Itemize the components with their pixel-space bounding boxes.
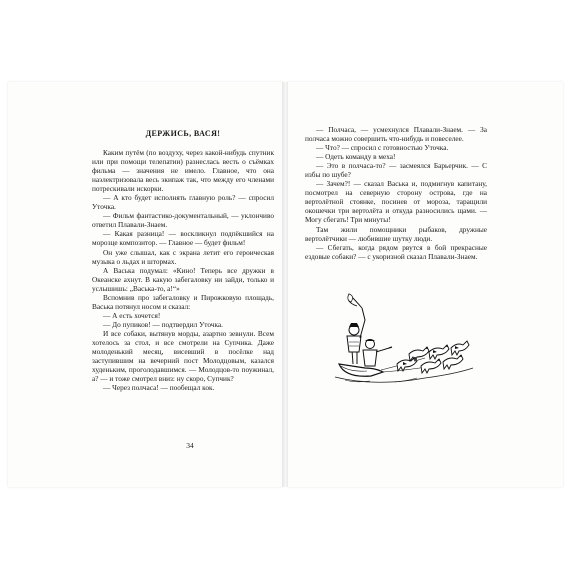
- right-page-text: [305, 125, 487, 261]
- paragraph: — До пупиков! — подтвердил Уточка.: [103, 319, 223, 329]
- book-gutter: [282, 82, 288, 487]
- paragraph: — Фильм фантастико-документальный, — уклончиво ответил Плавали-Знаем.: [92, 211, 274, 230]
- paragraph: — Что? — спросил с готовностью Уточка.: [316, 143, 449, 153]
- paragraph: А Васька подумал: «Кино! Теперь все дружки в Океанске ахнут. В какую забегаловку ни зайди, только и услышишь: „Васька-то, а!“»: [92, 265, 274, 293]
- paragraph: — Одеть команду в меха!: [316, 152, 396, 162]
- page-number: 34: [186, 441, 194, 450]
- paragraph: — Сбегать, когда рядом рвутся в бой прекрасные ездовые собаки? — с укоризной сказал Плавали-Знаем.: [305, 242, 487, 261]
- paragraph: И все собаки, вытянув морды, азартно зевнули. Всем хотелось за стол, и все смотрели на Супчика. Даже молоденький месяц, висевший в посёлке над заступившим на вечерний пост Молодцовым, казался худеньким, проголодавшимся. — Молодцов-то поужинал, а? — и тоже смотрел вниз: ну скоро, Супчик?: [92, 328, 274, 384]
- paragraph: Там жили помощники рыбаков, дружные вертолётчики — любившие шутку люди.: [305, 224, 487, 243]
- paragraph: — Через полчаса! — пообещал кок.: [103, 383, 215, 393]
- paragraph: — Это в полчаса-то? — засмеялся Барьерчик. — С избы по шубе?: [305, 161, 487, 180]
- sled-dogs-illustration: [305, 292, 475, 392]
- paragraph: Вспомнив про забегаловку и Пирожковую площадь, Васька потянул носом и сказал:: [92, 292, 274, 311]
- paragraph: — Полчаса, — усмехнулся Плавали-Знаем. — За полчаса можно совершить что-нибудь и повеселее.: [305, 125, 487, 144]
- paragraph: — Какая разница! — воскликнул подпёкшийся на морозце композитор. — Главное — будет фильм!: [92, 229, 274, 248]
- paragraph: — А кто будет исполнять главную роль? — спросил Уточка.: [92, 193, 274, 212]
- paragraph: Каким путём (по воздуху, через какой-нибудь спутник или при помощи телепатии) разнеслась весть о съёмках фильма — значения не имело. Главное, что она наэлектризовала весь экипаж так, что между его членами потрескивали искорки.: [92, 148, 274, 194]
- chapter-title: ДЕРЖИСЬ, ВАСЯ!: [145, 129, 221, 138]
- paragraph: — А есть хочется!: [103, 310, 161, 320]
- paragraph: — Зачем?! — сказал Васька и, подмигнув капитану, посмотрел на северную сторону острова, где на вертолётной стоянке, посинев от мороза, таращили окошечки три вертолёта и откуда разносились щами. — Могу сбегать! Три минуты!: [305, 179, 487, 225]
- paragraph: Он уже слышал, как с экрана летит его героическая музыка о льдах и штормах.: [92, 247, 274, 266]
- left-page-text: [92, 148, 274, 392]
